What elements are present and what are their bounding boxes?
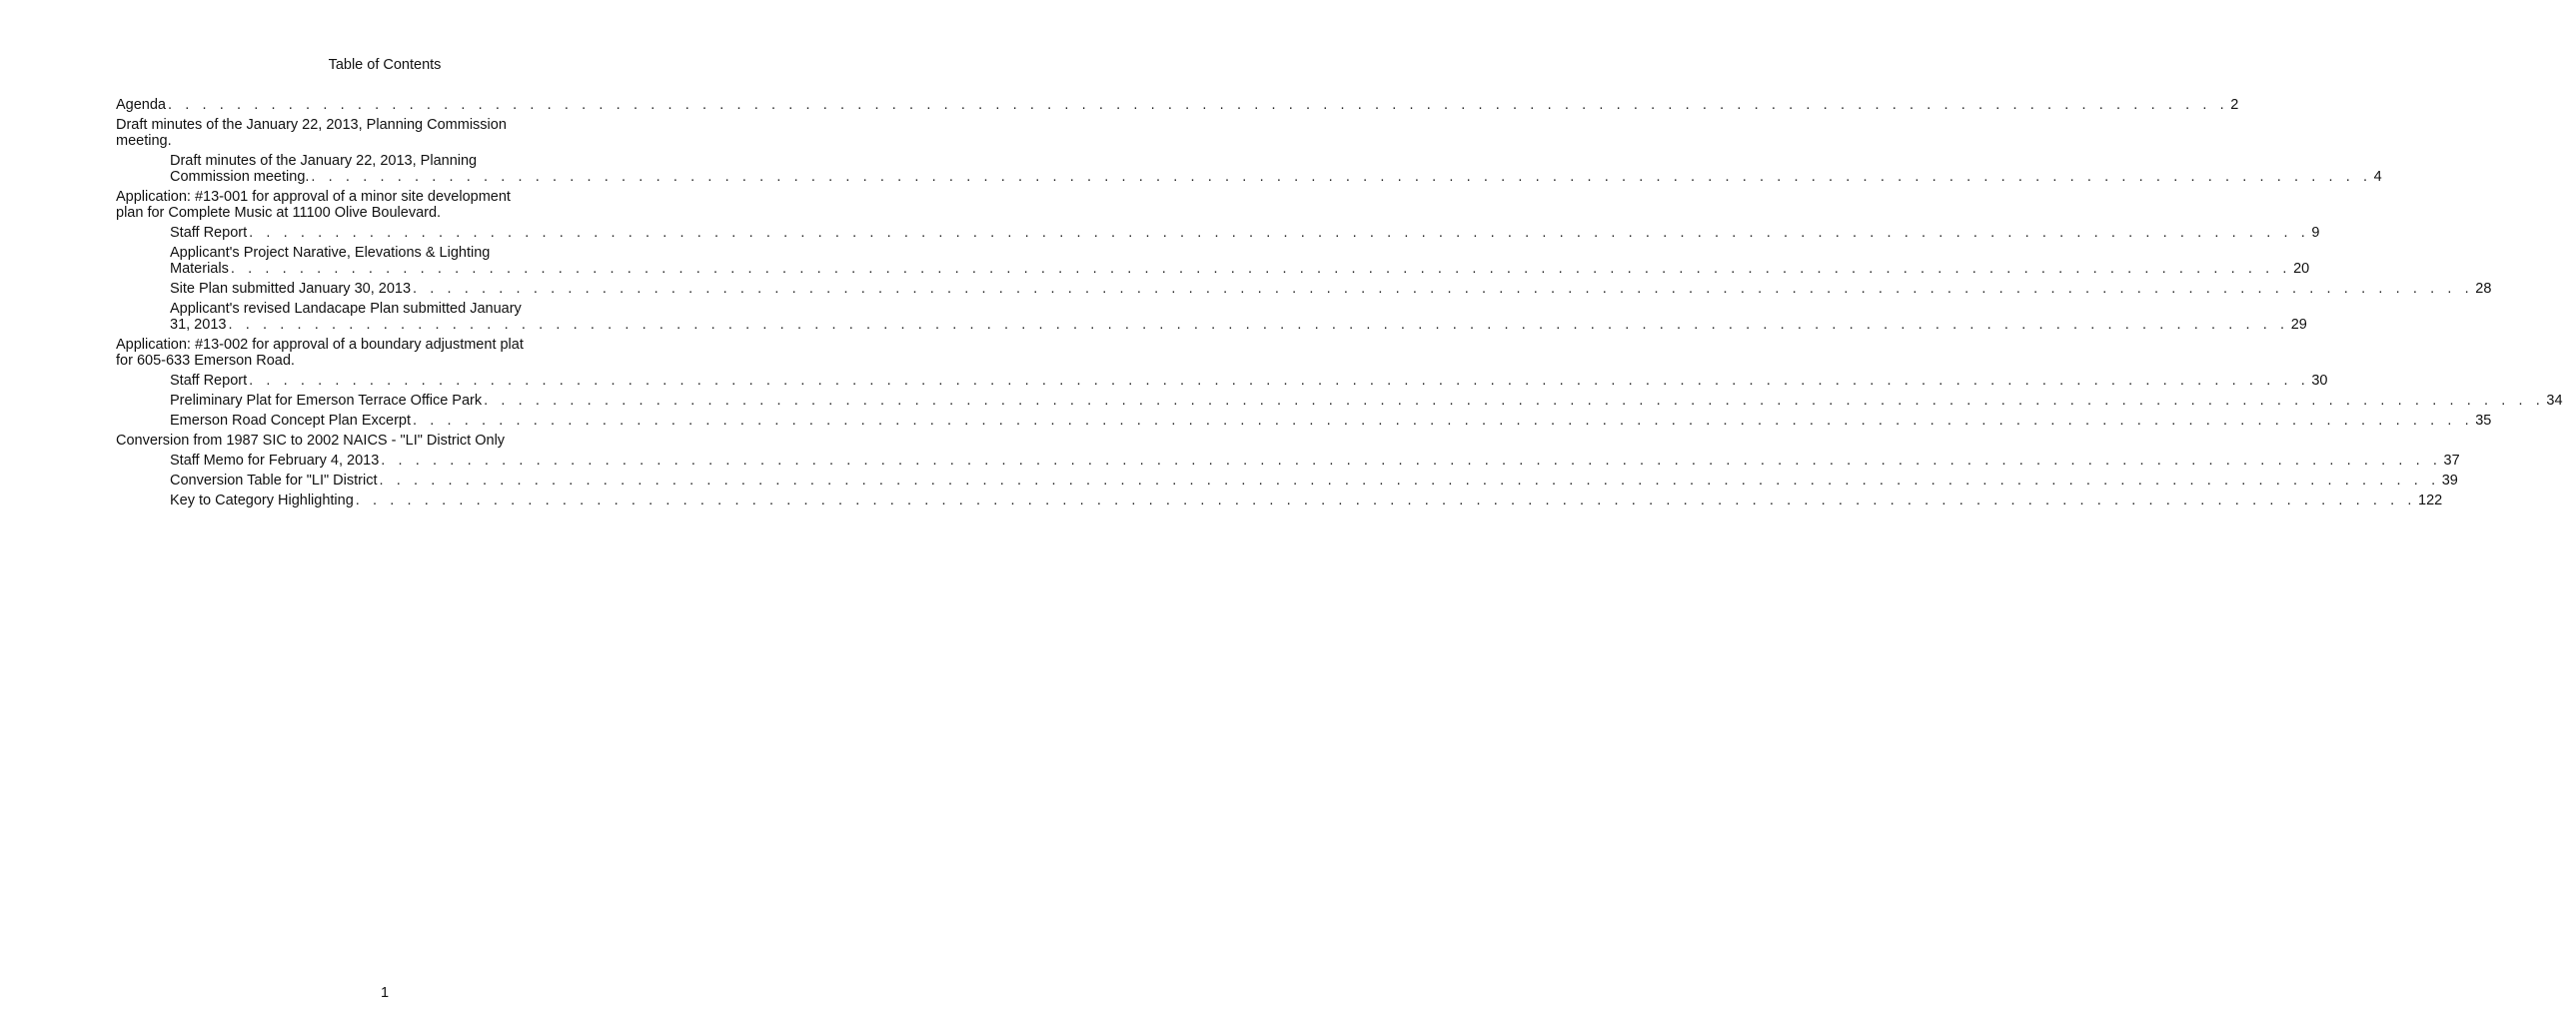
dot-leader: . . . . . . . . . . . . . . . . . . . . . . . . . . . . . . . . . . . . . . . . . . . . . . . . . . . . . . . . . . . . . . . . . . . . . . . . . . . . . . . . . . . . . . . . . . . . . . . . . . . . . . . . . . . . . . . . . . . . . . . . [230,261,2292,277]
dot-leader: . . . . . . . . . . . . . . . . . . . . . . . . . . . . . . . . . . . . . . . . . . . . . . . . . . . . . . . . . . . . . . . . . . . . . . . . . . . . . . . . . . . . . . . . . . . . . . . . . . . . . . . . . . . . . . . . . . . . . . . . [228,317,2289,333]
toc-entry-line [170,493,2443,509]
dot-leader: . . . . . . . . . . . . . . . . . . . . . . . . . . . . . . . . . . . . . . . . . . . . . . . . . . . . . . . . . . . . . . . . . . . . . . . . . . . . . . . . . . . . . . . . . . . . . . . . . . . . . . . . . . . . . . . . . . . . . . . . [381,453,2442,469]
toc-entry-label: Applicant's Project Narative, Elevations & Lighting [170,245,491,261]
toc-entry-line [170,373,2328,389]
toc-entry[interactable] [116,337,636,369]
dot-leader: . . . . . . . . . . . . . . . . . . . . . . . . . . . . . . . . . . . . . . . . . . . . . . . . . . . . . . . . . . . . . . . . . . . . . . . . . . . . . . . . . . . . . . . . . . . . . . . . . . . . . . . . . . . . . . . . . . . . . . . . [379,473,2440,489]
toc-entry-page-number: 35 [2475,413,2492,429]
dot-leader: . . . . . . . . . . . . . . . . . . . . . . . . . . . . . . . . . . . . . . . . . . . . . . . . . . . . . . . . . . . . . . . . . . . . . . . . . . . . . . . . . . . . . . . . . . . . . . . . . . . . . . . . . . . . . . . . . . . . . . . . [311,169,2372,185]
toc-entry-label: Staff Report [170,225,248,241]
toc-entry-page-number: 37 [2443,453,2460,469]
toc-entry-label: Emerson Road Concept Plan Excerpt [170,413,411,429]
toc-entry-label: 31, 2013 [170,317,227,333]
toc-entry[interactable] [116,393,2563,409]
toc-entry-label: meeting. [116,133,172,149]
toc-entry-page-number: 28 [2475,281,2492,297]
toc-entry-label: Site Plan submitted January 30, 2013 [170,281,412,297]
toc-entry-page-number: 9 [2311,225,2320,241]
toc-entry-page-number: 29 [2290,317,2307,333]
toc-entry[interactable] [116,245,2310,277]
toc-entry[interactable] [116,473,2458,489]
toc-entry-line [170,225,2320,241]
toc-entry[interactable] [116,453,2460,469]
dot-leader: . . . . . . . . . . . . . . . . . . . . . . . . . . . . . . . . . . . . . . . . . . . . . . . . . . . . . . . . . . . . . . . . . . . . . . . . . . . . . . . . . . . . . . . . . . . . . . . . . . . . . . . . . . . . . . . . . . . . . . . . [249,373,2310,389]
toc-entry-page-number: 20 [2293,261,2310,277]
toc-entry-line [170,413,2492,429]
toc-entry-label: Staff Report [170,373,248,389]
toc-entry-line [116,97,2239,113]
toc-entry-label: Key to Category Highlighting [170,493,354,509]
dot-leader: . . . . . . . . . . . . . . . . . . . . . . . . . . . . . . . . . . . . . . . . . . . . . . . . . . . . . . . . . . . . . . . . . . . . . . . . . . . . . . . . . . . . . . . . . . . . . . . . . . . . . . . . . . . . . . . . . . . . . . . . [484,393,2545,409]
toc-entry-page-number: 2 [2230,97,2239,113]
toc-entry-line [170,317,2307,333]
toc-entry[interactable] [116,153,2382,185]
toc-entry-line [170,393,2563,409]
toc-entry[interactable] [116,225,2320,241]
toc-entry-label: Application: #13-002 for approval of a boundary adjustment plat [116,337,524,353]
toc-entry[interactable] [116,281,2492,297]
dot-leader: . . . . . . . . . . . . . . . . . . . . . . . . . . . . . . . . . . . . . . . . . . . . . . . . . . . . . . . . . . . . . . . . . . . . . . . . . . . . . . . . . . . . . . . . . . . . . . . . . . . . . . . . . . . . . . . . . . . . . . . . [355,493,2417,509]
dot-leader: . . . . . . . . . . . . . . . . . . . . . . . . . . . . . . . . . . . . . . . . . . . . . . . . . . . . . . . . . . . . . . . . . . . . . . . . . . . . . . . . . . . . . . . . . . . . . . . . . . . . . . . . . . . . . . . . . . . . . . . . [413,413,2474,429]
dot-leader: . . . . . . . . . . . . . . . . . . . . . . . . . . . . . . . . . . . . . . . . . . . . . . . . . . . . . . . . . . . . . . . . . . . . . . . . . . . . . . . . . . . . . . . . . . . . . . . . . . . . . . . . . . . . . . . . . . . . . . . . [168,97,2229,113]
toc-entry-label: Agenda [116,97,166,113]
toc-entry-page-number: 34 [2546,393,2563,409]
toc-entry[interactable] [116,433,636,449]
toc-entry[interactable] [116,413,2492,429]
toc-entry-line [170,473,2458,489]
toc-entry-label: Applicant's revised Landacape Plan submitted January [170,301,522,317]
toc-entry-page-number: 122 [2418,493,2443,509]
toc-entry-label: Conversion from 1987 SIC to 2002 NAICS - "LI" District Only [116,433,506,449]
toc-entry-label: Application: #13-001 for approval of a minor site development [116,189,511,205]
dot-leader: . . . . . . . . . . . . . . . . . . . . . . . . . . . . . . . . . . . . . . . . . . . . . . . . . . . . . . . . . . . . . . . . . . . . . . . . . . . . . . . . . . . . . . . . . . . . . . . . . . . . . . . . . . . . . . . . . . . . . . . . [249,225,2310,241]
toc-entry-label: Conversion Table for "LI" District [170,473,378,489]
toc-entry-label: Draft minutes of the January 22, 2013, Planning Commission [116,117,507,133]
toc-entry-label: Draft minutes of the January 22, 2013, Planning [170,153,478,169]
page-number: 1 [380,985,390,1001]
table-of-contents [116,97,2563,512]
toc-entry-label: for 605-633 Emerson Road. [116,353,295,369]
toc-entry-label: Preliminary Plat for Emerson Terrace Office Park [170,393,483,409]
toc-entry-page-number: 4 [2373,169,2382,185]
toc-entry[interactable] [116,97,2239,113]
toc-entry-label: Commission meeting. [170,169,310,185]
toc-entry[interactable] [116,493,2443,509]
toc-entry-line [170,453,2460,469]
dot-leader: . . . . . . . . . . . . . . . . . . . . . . . . . . . . . . . . . . . . . . . . . . . . . . . . . . . . . . . . . . . . . . . . . . . . . . . . . . . . . . . . . . . . . . . . . . . . . . . . . . . . . . . . . . . . . . . . . . . . . . . . [413,281,2474,297]
toc-entry-page-number: 30 [2311,373,2328,389]
toc-entry[interactable] [116,189,636,221]
toc-entry-line [170,261,2310,277]
toc-entry-label: Materials [170,261,229,277]
toc-entry[interactable] [116,117,636,149]
toc-entry-page-number: 39 [2441,473,2458,489]
toc-entry[interactable] [116,373,2328,389]
toc-title: Table of Contents [328,57,442,73]
toc-entry-label: plan for Complete Music at 11100 Olive Boulevard. [116,205,442,221]
toc-entry-line [170,281,2492,297]
toc-entry[interactable] [116,301,2307,333]
toc-entry-label: Staff Memo for February 4, 2013 [170,453,380,469]
toc-entry-line [170,169,2382,185]
